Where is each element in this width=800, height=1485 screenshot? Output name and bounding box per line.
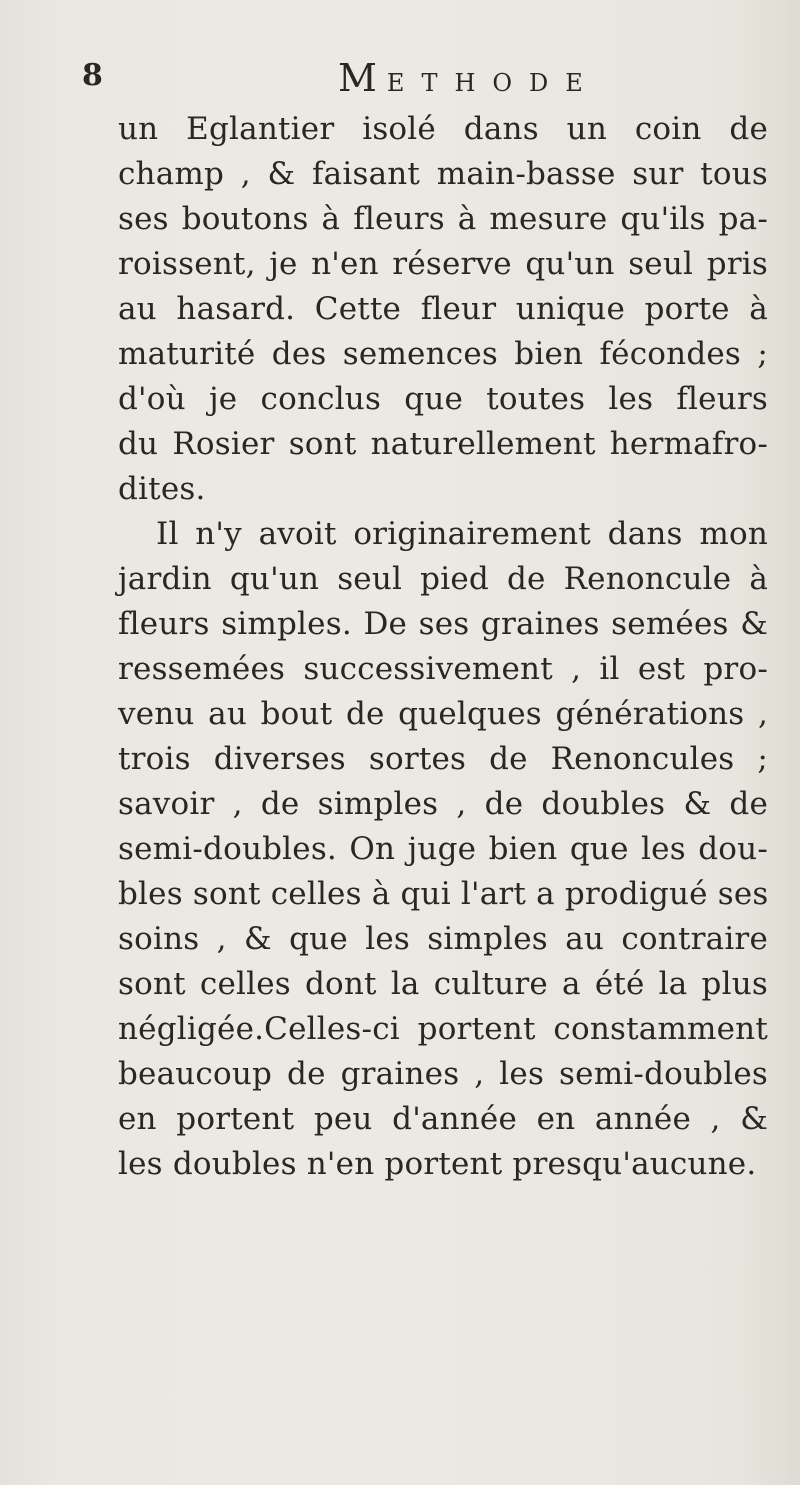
text-line: au hasard. Cette fleur unique porte à <box>118 291 768 327</box>
text-line: jardin qu'un seul pied de Renoncule à <box>118 561 768 597</box>
text-line: négligée.Celles-ci portent constamment <box>118 1011 768 1047</box>
text-line: semi-doubles. On juge bien que les dou- <box>118 831 768 867</box>
text-line: bles sont celles à qui l'art a prodigué ses <box>118 876 769 912</box>
text-line: fleurs simples. De ses graines semées & <box>118 606 768 642</box>
text-line: savoir , de simples , de doubles & de <box>118 786 768 822</box>
text-line: du Rosier sont naturellement hermafro- <box>118 426 768 462</box>
text-line: les doubles n'en portent presqu'aucune. <box>118 1146 757 1182</box>
text-line: ressemées successivement , il est pro- <box>118 651 768 687</box>
running-head-initial: M <box>338 56 377 100</box>
text-line: roissent, je n'en réserve qu'un seul pris <box>118 246 768 282</box>
running-head-rest: ETHODE <box>386 69 600 97</box>
text-line: trois diverses sortes de Renoncules ; <box>118 741 768 777</box>
text-line: sont celles dont la culture a été la plus <box>118 966 768 1002</box>
text-line: en portent peu d'année en année , & <box>118 1101 768 1137</box>
text-line: soins , & que les simples au contraire <box>118 921 768 957</box>
text-line: dites. <box>118 471 206 507</box>
text-line: un Eglantier isolé dans un coin de <box>118 111 768 147</box>
text-line: champ , & faisant main-basse sur tous <box>118 156 768 192</box>
text-line: venu au bout de quelques générations , <box>118 696 768 732</box>
text-line: beaucoup de graines , les semi-doubles <box>118 1056 768 1092</box>
body-text <box>118 107 768 1187</box>
page-number: 8 <box>82 58 103 93</box>
text-line: d'où je conclus que toutes les fleurs <box>118 381 768 417</box>
running-head <box>338 56 600 100</box>
text-line: ses boutons à fleurs à mesure qu'ils pa- <box>118 201 768 237</box>
text-line: maturité des semences bien fécondes ; <box>118 336 768 372</box>
paragraph-start-line: Il n'y avoit originairement dans mon <box>156 516 768 552</box>
